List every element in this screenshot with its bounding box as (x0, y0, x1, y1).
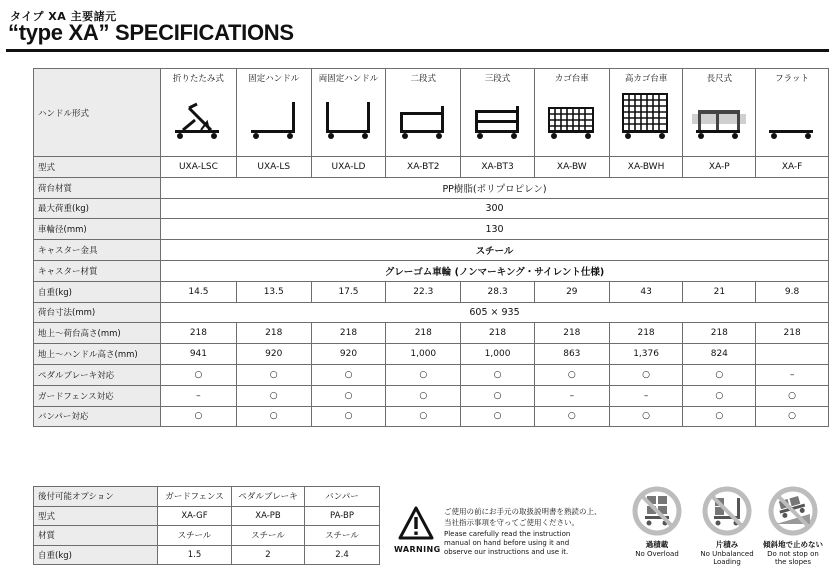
handle-type-cell (386, 69, 461, 157)
value-cell: 218 (756, 323, 829, 344)
options-table (33, 486, 380, 565)
title-divider (6, 49, 829, 52)
spec-row-handle-type (34, 69, 829, 157)
cage-cart-icon (545, 90, 599, 142)
support-mark: ○ (161, 364, 237, 385)
value-cell: 218 (161, 323, 237, 344)
warning-block (394, 504, 626, 564)
spec-row-model (34, 157, 829, 178)
page-subtitle: タイプ XA 主要諸元 (10, 10, 117, 23)
value-cell: 1,000 (461, 344, 535, 365)
handle-type-cell (236, 69, 311, 157)
value-cell: 2 (232, 545, 305, 565)
double-fixed-handle-cart-icon (322, 90, 376, 142)
fixed-handle-cart-icon (247, 90, 301, 142)
folding-cart-icon (171, 90, 225, 142)
spanned-value: PP樹脂(ポリプロピレン) (161, 177, 829, 198)
value-cell: 824 (683, 344, 756, 365)
model-cell: UXA-LSC (161, 157, 237, 178)
option-name: ペダルブレーキ (232, 487, 305, 507)
value-cell: 863 (534, 344, 609, 365)
support-mark: ○ (461, 406, 535, 427)
page-title: “type XA” SPECIFICATIONS (8, 20, 294, 45)
no-unbalanced-loading-icon (702, 486, 752, 536)
support-mark: ○ (683, 385, 756, 406)
value-cell: 21 (683, 281, 756, 302)
row-label: バンパー対応 (34, 406, 161, 427)
spec-row-max-load (34, 198, 829, 219)
handle-type-cell (756, 69, 829, 157)
spec-row-wheel-diameter (34, 219, 829, 240)
value-cell: 28.3 (461, 281, 535, 302)
spanned-value: 605 × 935 (161, 302, 829, 323)
sign-label-en: No Unbalanced Loading (700, 550, 754, 566)
support-mark: ○ (311, 385, 386, 406)
support-mark: ○ (461, 364, 535, 385)
support-mark: ○ (386, 406, 461, 427)
value-cell: 920 (311, 344, 386, 365)
value-cell: 218 (386, 323, 461, 344)
support-mark: ○ (756, 385, 829, 406)
handle-type-name: 折りたたみ式 (172, 74, 224, 84)
handle-type-cell (534, 69, 609, 157)
model-cell: UXA-LS (236, 157, 311, 178)
value-cell: XA-PB (232, 506, 305, 526)
support-mark: ○ (236, 385, 311, 406)
value-cell: スチール (158, 526, 232, 546)
handle-type-name: 二段式 (410, 74, 437, 84)
sign-no-overload (624, 486, 690, 558)
support-mark: ○ (683, 406, 756, 427)
value-cell (756, 344, 829, 365)
spec-row-deck-material (34, 177, 829, 198)
options-row-weight (34, 545, 380, 565)
handle-type-name: カゴ台車 (554, 74, 589, 84)
row-label: 荷台材質 (34, 177, 161, 198)
option-name: バンパー (305, 487, 380, 507)
handle-type-cell (311, 69, 386, 157)
sign-no-unbalanced (694, 486, 760, 566)
row-label: 型式 (34, 506, 158, 526)
long-cart-icon (692, 90, 746, 142)
support-mark: ○ (461, 385, 535, 406)
value-cell: 14.5 (161, 281, 237, 302)
value-cell: 218 (236, 323, 311, 344)
high-cage-cart-icon (619, 90, 673, 142)
row-label: 材質 (34, 526, 158, 546)
sign-label-en: No Overload (635, 550, 679, 558)
spec-row-guard-fence (34, 385, 829, 406)
support-mark: ○ (311, 406, 386, 427)
value-cell: 9.8 (756, 281, 829, 302)
support-mark: ○ (683, 364, 756, 385)
flat-cart-icon (765, 90, 819, 142)
support-mark: ○ (161, 406, 237, 427)
handle-type-name: 高カゴ台車 (624, 74, 668, 84)
value-cell: 1,000 (386, 344, 461, 365)
value-cell: 218 (311, 323, 386, 344)
three-tier-cart-icon (471, 90, 525, 142)
row-label: 型式 (34, 157, 161, 178)
value-cell: 17.5 (311, 281, 386, 302)
value-cell: XA-GF (158, 506, 232, 526)
value-cell: 218 (534, 323, 609, 344)
handle-type-name: 三段式 (484, 74, 511, 84)
row-label: ガードフェンス対応 (34, 385, 161, 406)
support-mark: ○ (534, 406, 609, 427)
support-mark: ○ (609, 364, 683, 385)
value-cell: PA-BP (305, 506, 380, 526)
value-cell: スチール (305, 526, 380, 546)
no-overload-icon (632, 486, 682, 536)
spec-row-weight (34, 281, 829, 302)
model-cell: XA-BWH (609, 157, 683, 178)
row-label: 地上～荷台高さ(mm) (34, 323, 161, 344)
support-mark: – (756, 364, 829, 385)
support-mark: – (534, 385, 609, 406)
sign-label-jp: 傾斜地で止めない (763, 540, 823, 549)
row-label: ペダルブレーキ対応 (34, 364, 161, 385)
row-label: 地上～ハンドル高さ(mm) (34, 344, 161, 365)
spec-row-deck-height (34, 323, 829, 344)
row-label: 荷台寸法(mm) (34, 302, 161, 323)
sign-no-slope-stop (760, 486, 826, 566)
support-mark: – (161, 385, 237, 406)
warning-label: WARNING (394, 545, 441, 554)
value-cell: 13.5 (236, 281, 311, 302)
spec-row-caster-material (34, 260, 829, 281)
support-mark: ○ (609, 406, 683, 427)
sign-label-jp: 過積載 (645, 540, 669, 549)
value-cell: 29 (534, 281, 609, 302)
support-mark: ○ (756, 406, 829, 427)
sign-label-en: Do not stop on the slopes (767, 550, 819, 566)
row-label: 車輪径(mm) (34, 219, 161, 240)
spanned-value: スチール (161, 240, 829, 261)
spec-row-caster-fitting (34, 240, 829, 261)
support-mark: ○ (311, 364, 386, 385)
value-cell: 1,376 (609, 344, 683, 365)
handle-type-name: 固定ハンドル (248, 74, 300, 84)
spec-row-handle-height (34, 344, 829, 365)
spanned-value: グレーゴム車輪 (ノンマーキング・サイレント仕様) (161, 260, 829, 281)
no-slope-stop-icon (768, 486, 818, 536)
handle-type-cell (683, 69, 756, 157)
warning-text-jp: ご使用の前にお手元の取扱説明書を熟読の上、 当社指示事項を守ってご使用ください。 (444, 507, 602, 527)
support-mark: ○ (236, 364, 311, 385)
row-label: 自重(kg) (34, 281, 161, 302)
sign-label-jp: 片積み (715, 540, 739, 549)
value-cell: 43 (609, 281, 683, 302)
spec-table (33, 68, 829, 427)
value-cell: 218 (461, 323, 535, 344)
options-row-model (34, 506, 380, 526)
value-cell: 920 (236, 344, 311, 365)
option-name: ガードフェンス (158, 487, 232, 507)
model-cell: XA-BW (534, 157, 609, 178)
handle-type-name: 長尺式 (706, 74, 733, 84)
value-cell: 22.3 (386, 281, 461, 302)
value-cell: 218 (683, 323, 756, 344)
spanned-value: 300 (161, 198, 829, 219)
spec-row-bumper (34, 406, 829, 427)
support-mark: ○ (386, 385, 461, 406)
value-cell: 218 (609, 323, 683, 344)
model-cell: XA-P (683, 157, 756, 178)
handle-type-name: フラット (775, 74, 810, 84)
warning-triangle-icon (398, 506, 434, 540)
spec-row-pedal-brake (34, 364, 829, 385)
options-header-label: 後付可能オプション (34, 487, 158, 507)
model-cell: XA-F (756, 157, 829, 178)
value-cell: 2.4 (305, 545, 380, 565)
row-label: キャスター金具 (34, 240, 161, 261)
support-mark: ○ (534, 364, 609, 385)
support-mark: – (609, 385, 683, 406)
value-cell: 1.5 (158, 545, 232, 565)
model-cell: UXA-LD (311, 157, 386, 178)
row-label: キャスター材質 (34, 260, 161, 281)
options-header-row (34, 487, 380, 507)
handle-type-cell (161, 69, 237, 157)
handle-type-name: 両固定ハンドル (318, 74, 379, 84)
options-row-material (34, 526, 380, 546)
spanned-value: 130 (161, 219, 829, 240)
spec-row-deck-size (34, 302, 829, 323)
model-cell: XA-BT3 (461, 157, 535, 178)
row-label: 最大荷重(kg) (34, 198, 161, 219)
support-mark: ○ (236, 406, 311, 427)
support-mark: ○ (386, 364, 461, 385)
handle-type-cell (461, 69, 535, 157)
value-cell: スチール (232, 526, 305, 546)
row-label: ハンドル形式 (34, 69, 161, 157)
value-cell: 941 (161, 344, 237, 365)
row-label: 自重(kg) (34, 545, 158, 565)
two-tier-cart-icon (396, 90, 450, 142)
handle-type-cell (609, 69, 683, 157)
warning-text-en: Please carefully read the instruction manual on hand before using it and observe our instructions and use it. (444, 530, 571, 556)
model-cell: XA-BT2 (386, 157, 461, 178)
